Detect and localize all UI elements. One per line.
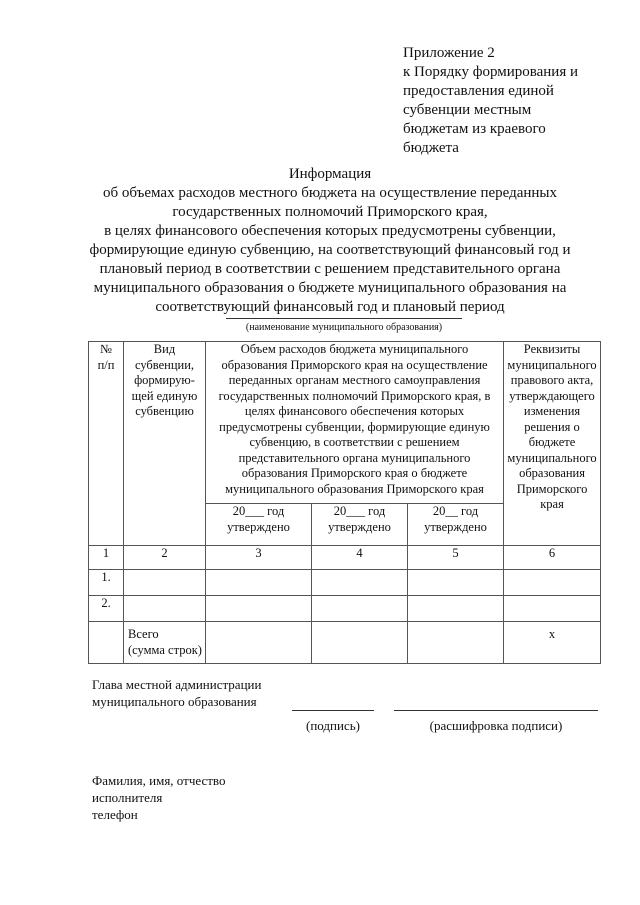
signature-line	[292, 710, 374, 711]
header-text: муниципального образования Приморского края	[225, 481, 484, 496]
head-label-line: Глава местной администрации	[92, 677, 262, 692]
header-text: края	[540, 497, 564, 511]
executor-line: Фамилия, имя, отчество	[92, 773, 226, 788]
heading-line: соответствующий финансовый год и плановый период	[155, 299, 505, 315]
heading-line: формирующие единую субвенцию, на соответствующий финансовый год и	[89, 242, 571, 258]
heading-line: государственных полномочий Приморского края,	[172, 204, 488, 220]
status-label: утверждено	[227, 519, 290, 534]
header-expenditure-cell	[206, 342, 504, 504]
municipality-name-line	[226, 318, 462, 319]
heading-line: в целях финансового обеспечения которых предусмотрены субвенции,	[104, 223, 556, 239]
signature-decode-caption: (расшифровка подписи)	[429, 718, 563, 733]
table-cell	[312, 570, 408, 596]
header-text: формирую-	[134, 373, 195, 387]
row-number: 1.	[89, 570, 124, 596]
expenditure-table	[88, 341, 601, 664]
header-text: образования Приморского края о бюджете	[241, 466, 468, 480]
header-text: образования	[519, 466, 585, 480]
status-label: утверждено	[328, 519, 391, 534]
header-text: Объем расходов бюджета муниципального	[240, 342, 469, 356]
column-number: 6	[504, 546, 601, 570]
head-of-administration-label	[92, 676, 261, 710]
year-column-header	[206, 504, 312, 546]
year-label: 20___ год	[333, 504, 386, 518]
header-text: изменения	[523, 404, 581, 418]
annex-block	[403, 44, 623, 158]
total-mark: x	[504, 622, 601, 664]
header-text: муниципального	[507, 357, 597, 372]
table-cell	[206, 596, 312, 622]
signature-decode-line	[394, 710, 598, 711]
header-text: субвенцию, в соответствии с решением	[249, 435, 460, 449]
table-cell	[206, 622, 312, 664]
table-cell	[124, 596, 206, 622]
executor-block	[92, 772, 225, 823]
header-text: бюджете	[528, 435, 576, 449]
header-text: Приморского	[516, 481, 588, 496]
header-text: правового акта,	[510, 373, 594, 387]
header-text: №	[100, 342, 112, 356]
table-row	[89, 570, 601, 596]
table-cell	[504, 570, 601, 596]
annex-line: субвенции местным	[403, 102, 532, 118]
executor-line: телефон	[92, 807, 138, 822]
status-label: утверждено	[424, 519, 487, 534]
table-cell	[124, 570, 206, 596]
annex-line: предоставления единой	[403, 83, 554, 99]
year-label: 20___ год	[232, 504, 285, 518]
total-row	[89, 622, 601, 664]
table-row	[89, 596, 601, 622]
header-text: предусмотрены субвенции, формирующие единую	[219, 419, 490, 434]
header-text: решения о	[524, 419, 580, 434]
header-text: субвенцию	[135, 404, 194, 418]
row-number: 2.	[89, 596, 124, 622]
column-numbering-row	[89, 546, 601, 570]
header-number-cell	[89, 342, 124, 546]
header-text: Реквизиты	[523, 342, 581, 356]
annex-line: бюджета	[403, 140, 459, 156]
table-cell	[504, 596, 601, 622]
header-text: целях финансового обеспечения которых	[244, 404, 465, 418]
heading-line: плановый период в соответствии с решением представительного органа	[99, 261, 561, 277]
header-text: представительного органа муниципального	[238, 450, 471, 465]
column-number: 5	[408, 546, 504, 570]
document-title: Информация	[288, 166, 372, 182]
header-text: муниципального	[507, 450, 597, 465]
year-column-header	[312, 504, 408, 546]
header-text: щей единую	[131, 388, 198, 403]
table-cell	[408, 596, 504, 622]
annex-line: бюджетам из краевого	[403, 121, 546, 137]
header-text: п/п	[97, 357, 115, 372]
header-text: государственных полномочий Приморского края, в	[218, 388, 491, 403]
total-label-cell	[124, 622, 206, 664]
header-text: образования Приморского края на осуществление	[221, 357, 488, 372]
header-subvention-type-cell	[124, 342, 206, 546]
year-label: 20__ год	[432, 504, 479, 518]
column-number: 4	[312, 546, 408, 570]
table-cell	[206, 570, 312, 596]
year-column-header	[408, 504, 504, 546]
column-number: 1	[89, 546, 124, 570]
table-cell	[312, 596, 408, 622]
annex-line: к Порядку формирования и	[403, 64, 579, 80]
table-cell	[408, 622, 504, 664]
executor-line: исполнителя	[92, 790, 163, 805]
column-number: 3	[206, 546, 312, 570]
header-text: утверждающего	[509, 388, 595, 403]
municipality-caption: (наименование муниципального образования)	[245, 322, 443, 333]
total-label: Всего	[128, 627, 159, 641]
column-number: 2	[124, 546, 206, 570]
table-cell	[89, 622, 124, 664]
total-sublabel: (сумма строк)	[128, 642, 202, 657]
table-cell	[312, 622, 408, 664]
heading-line: об объемах расходов местного бюджета на осуществление переданных	[102, 185, 558, 201]
heading-line: муниципального образования о бюджете муниципального образования на	[93, 280, 567, 296]
annex-line: Приложение 2	[403, 45, 495, 61]
head-label-line: муниципального образования	[92, 694, 257, 709]
header-legal-act-cell	[504, 342, 601, 546]
table-cell	[408, 570, 504, 596]
header-text: переданных органам местного самоуправления	[228, 373, 481, 387]
signature-caption: (подпись)	[306, 718, 360, 733]
header-text: субвенции,	[134, 357, 195, 372]
document-heading	[70, 165, 590, 317]
header-text: Вид	[153, 342, 176, 356]
